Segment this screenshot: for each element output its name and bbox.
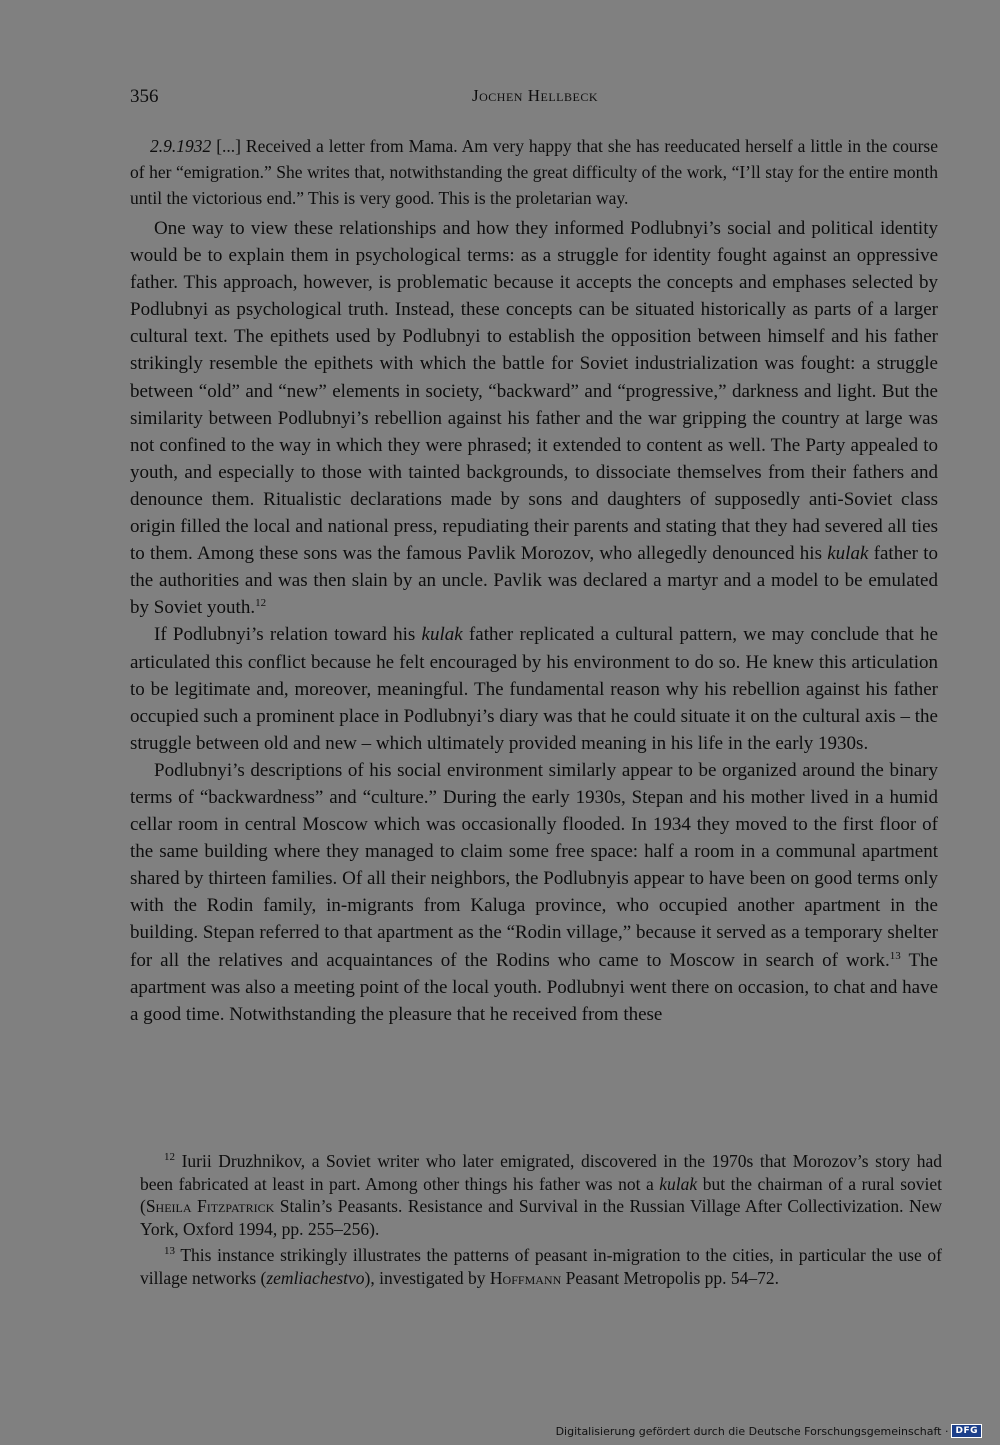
- paragraph-1-text-continued: father to the authorities and was then slain by an uncle. Pavlik was declared a martyr and a model to be emulated by Soviet youth.: [130, 543, 938, 619]
- body-text: [130, 133, 938, 1028]
- diary-quote: [130, 133, 938, 211]
- page-number: 356: [130, 86, 159, 107]
- footnotes: [140, 1150, 942, 1293]
- paragraph-2-text-continued: father replicated a cultural pattern, we may conclude that he articulated this conflict because he felt encouraged by his environment to do so. He knew this articulation to be legitimate and, moreover, meaningful. The fundamental reason why his rebellion against his father occupied such a prominent place in Podlubnyi’s diary was that he could situate it on the cultural axis – the struggle between old and new – which ultimately provided meaning in his life in the early 1930s.: [130, 624, 938, 754]
- italic-term: kulak: [827, 543, 869, 565]
- footnote-13: [140, 1244, 942, 1289]
- paragraph-1: [130, 215, 938, 621]
- paragraph-3-text: Podlubnyi’s descriptions of his social environment similarly appear to be organized around the binary terms of “backwardness” and “culture.” During the early 1930s, Stepan and his mother lived in a humid cellar room in central Moscow which was occasionally flooded. In 1934 they moved to the first floor of the same building where they managed to claim some free space: half a room in a communal apartment shared by thirteen families. Of all their neighbors, the Podlubnyis appear to have been on good terms only with the Rodin family, in-migrants from Kaluga province, who occupied another apartment in the building. Stepan referred to that apartment as the “Rodin village,” because it served as a temporary shelter for all the relatives and acquaintances of the Rodins who came to Moscow in search of work.: [130, 759, 938, 971]
- digitization-credit: [556, 1424, 982, 1438]
- paragraph-1-text: One way to view these relationships and how they informed Podlubnyi’s social and political identity would be to explain them in psychological terms: as a struggle for identity fought against an oppressive father. This approach, however, is problematic because it accepts the concepts and emphases selected by Podlubnyi as psychological truth. Instead, these concepts can be situated historically as parts of a larger cultural text. The epithets used by Podlubnyi to establish the opposition between himself and his father strikingly resemble the epithets with which the battle for Soviet industrialization was fought: a struggle between “old” and “new” elements in society, “backward” and “progressive,” darkness and light. But the similarity between Podlubnyi’s rebellion against his father and the war gripping the country at large was not confined to the way in which they were phrased; it extended to content as well. The Party appealed to youth, and especially to those with tainted backgrounds, to dissociate themselves from their fathers and denounce them. Ritualistic declarations made by sons and daughters of supposedly anti-Soviet class origin filled the local and national press, repudiating their parents and stating that they had severed all ties to them. Among these sons was the famous Pavlik Morozov, who allegedly denounced his: [130, 218, 938, 565]
- footnote-number: 12: [164, 1151, 175, 1163]
- paragraph-2-text: If Podlubnyi’s relation toward his: [154, 624, 422, 646]
- paragraph-3-text-continued: The apartment was also a meeting point of the local youth. Podlubnyi went there on occasion, to chat and have a good time. Notwithstanding the pleasure that he received from these: [130, 949, 938, 1025]
- footnote-text: ), investigated by: [364, 1267, 490, 1288]
- credit-text: Digitalisierung gefördert durch die Deutsche Forschungsgemeinschaft ·: [555, 1424, 949, 1438]
- footnote-text: This instance strikingly illustrates the patterns of peasant in-migration to the cities, in particular the use of village networks (: [140, 1245, 942, 1288]
- running-title-author: Jochen Hellbeck: [472, 86, 598, 105]
- cited-author: Sheila Fitzpatrick: [145, 1196, 275, 1216]
- dfg-logo: DFG: [951, 1424, 982, 1438]
- footnote-text: Peasant Metropolis pp. 54–72.: [561, 1267, 780, 1288]
- footnote-ref-12[interactable]: 12: [255, 597, 267, 610]
- quote-text: [...] Received a letter from Mama. Am very happy that she has reeducated herself a little in the course of her “emigration.” She writes that, notwithstanding the great difficulty of the work, “I’ll stay for the entire month until the victorious end.” This is very good. This is the proletarian way.: [130, 136, 938, 208]
- footnote-text: Iurii Druzhnikov, a Soviet writer who later emigrated, discovered in the 1970s that Morozov’s story had been fabricated at least in part. Among other things his father was not a: [140, 1151, 942, 1194]
- running-header: [130, 86, 940, 110]
- footnote-12: [140, 1150, 942, 1240]
- footnote-ref-13[interactable]: 13: [889, 949, 901, 962]
- italic-term: zemliachestvo: [266, 1267, 365, 1288]
- footnote-text: Stalin’s Peasants. Resistance and Survival in the Russian Village After Collectivization. New York, Oxford 1994, pp. 255–256).: [140, 1196, 942, 1239]
- footnote-number: 13: [164, 1245, 175, 1257]
- italic-term: kulak: [659, 1173, 698, 1194]
- paragraph-2: [130, 621, 938, 756]
- footnote-text: but the chairman of a rural soviet (: [140, 1173, 942, 1216]
- cited-author: Hoffmann: [489, 1267, 562, 1288]
- paragraph-3: [130, 757, 938, 1028]
- quote-date: 2.9.1932: [150, 136, 212, 156]
- italic-term: kulak: [421, 624, 463, 646]
